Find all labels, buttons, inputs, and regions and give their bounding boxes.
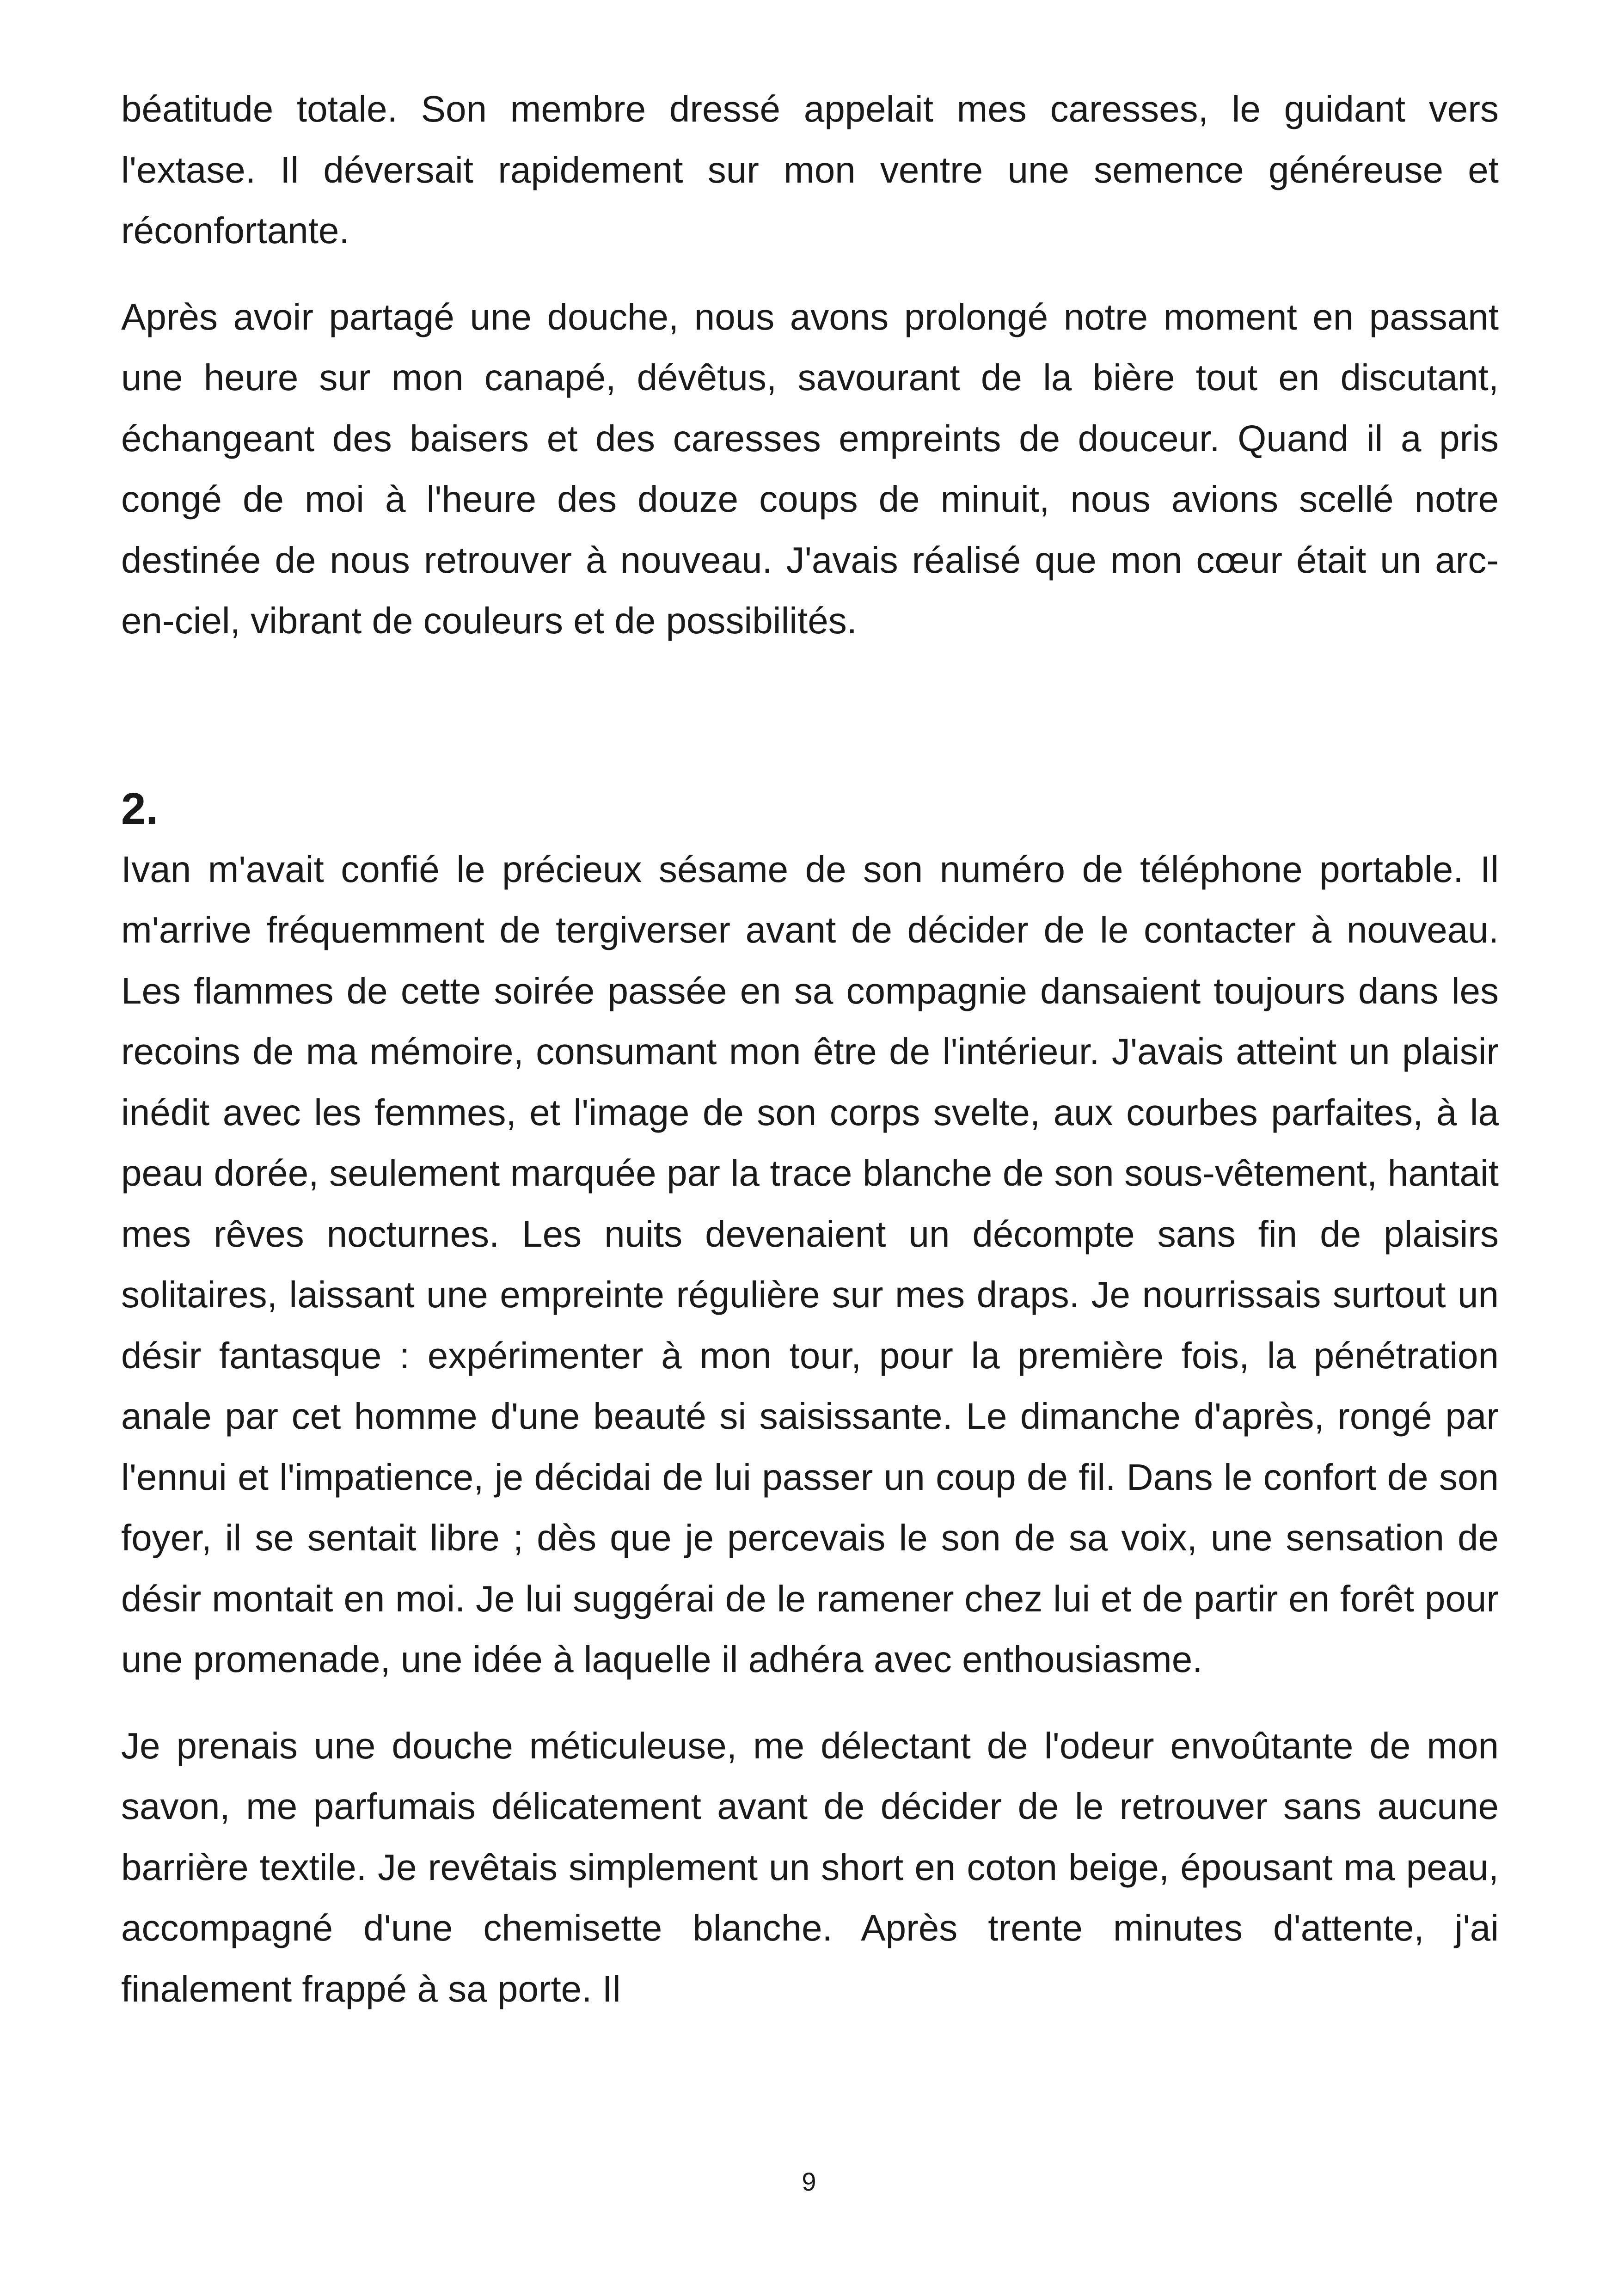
page-number: 9 [802, 2167, 816, 2196]
chapter-heading: 2. [121, 784, 159, 833]
paragraph: béatitude totale. Son membre dressé appelait mes caresses, le guidant vers l'extase. Il déversait rapidement sur mon ventre une semence généreuse et réconfortante. [121, 88, 1499, 251]
paragraph: Je prenais une douche méticuleuse, me délectant de l'odeur envoûtante de mon savon, me parfumais délicatement avant de décider de le retrouver sans aucune barrière textile. Je revêtais simplement un short en coton beige, épousant ma peau, accompagné d'une chemisette blanche. Après trente minutes d'attente, j'ai finalement frappé à sa porte. Il [121, 1725, 1499, 2009]
section-spacer [121, 651, 1499, 778]
page-body [121, 79, 1499, 2019]
paragraph: Après avoir partagé une douche, nous avons prolongé notre moment en passant une heure sur mon canapé, dévêtus, savourant de la bière tout en discutant, échangeant des baisers et des caresses empreints de douceur. Quand il a pris congé de moi à l'heure des douze coups de minuit, nous avions scellé notre destinée de nous retrouver à nouveau. J'avais réalisé que mon cœur était un arc-en-ciel, vibrant de couleurs et de possibilités. [121, 296, 1499, 641]
paragraph: Ivan m'avait confié le précieux sésame de son numéro de téléphone portable. Il m'arrive fréquemment de tergiverser avant de décider de le contacter à nouveau. Les flammes de cette soirée passée en sa compagnie dansaient toujours dans les recoins de ma mémoire, consumant mon être de l'intérieur. J'avais atteint un plaisir inédit avec les femmes, et l'image de son corps svelte, aux courbes parfaites, à la peau dorée, seulement marquée par la trace blanche de son sous-vêtement, hantait mes rêves nocturnes. Les nuits devenaient un décompte sans fin de plaisirs solitaires, laissant une empreinte régulière sur mes draps. Je nourrissais surtout un désir fantasque : expérimenter à mon tour, pour la première fois, la pénétration anale par cet homme d'une beauté si saisissante. Le dimanche d'après, rongé par l'ennui et l'impatience, je décidai de lui passer un coup de fil. Dans le confort de son foyer, il se sentait libre ; dès que je percevais le son de sa voix, une sensation de désir montait en moi. Je lui suggérai de le ramener chez lui et de partir en forêt pour une promenade, une idée à laquelle il adhéra avec enthousiasme. [121, 848, 1499, 1680]
